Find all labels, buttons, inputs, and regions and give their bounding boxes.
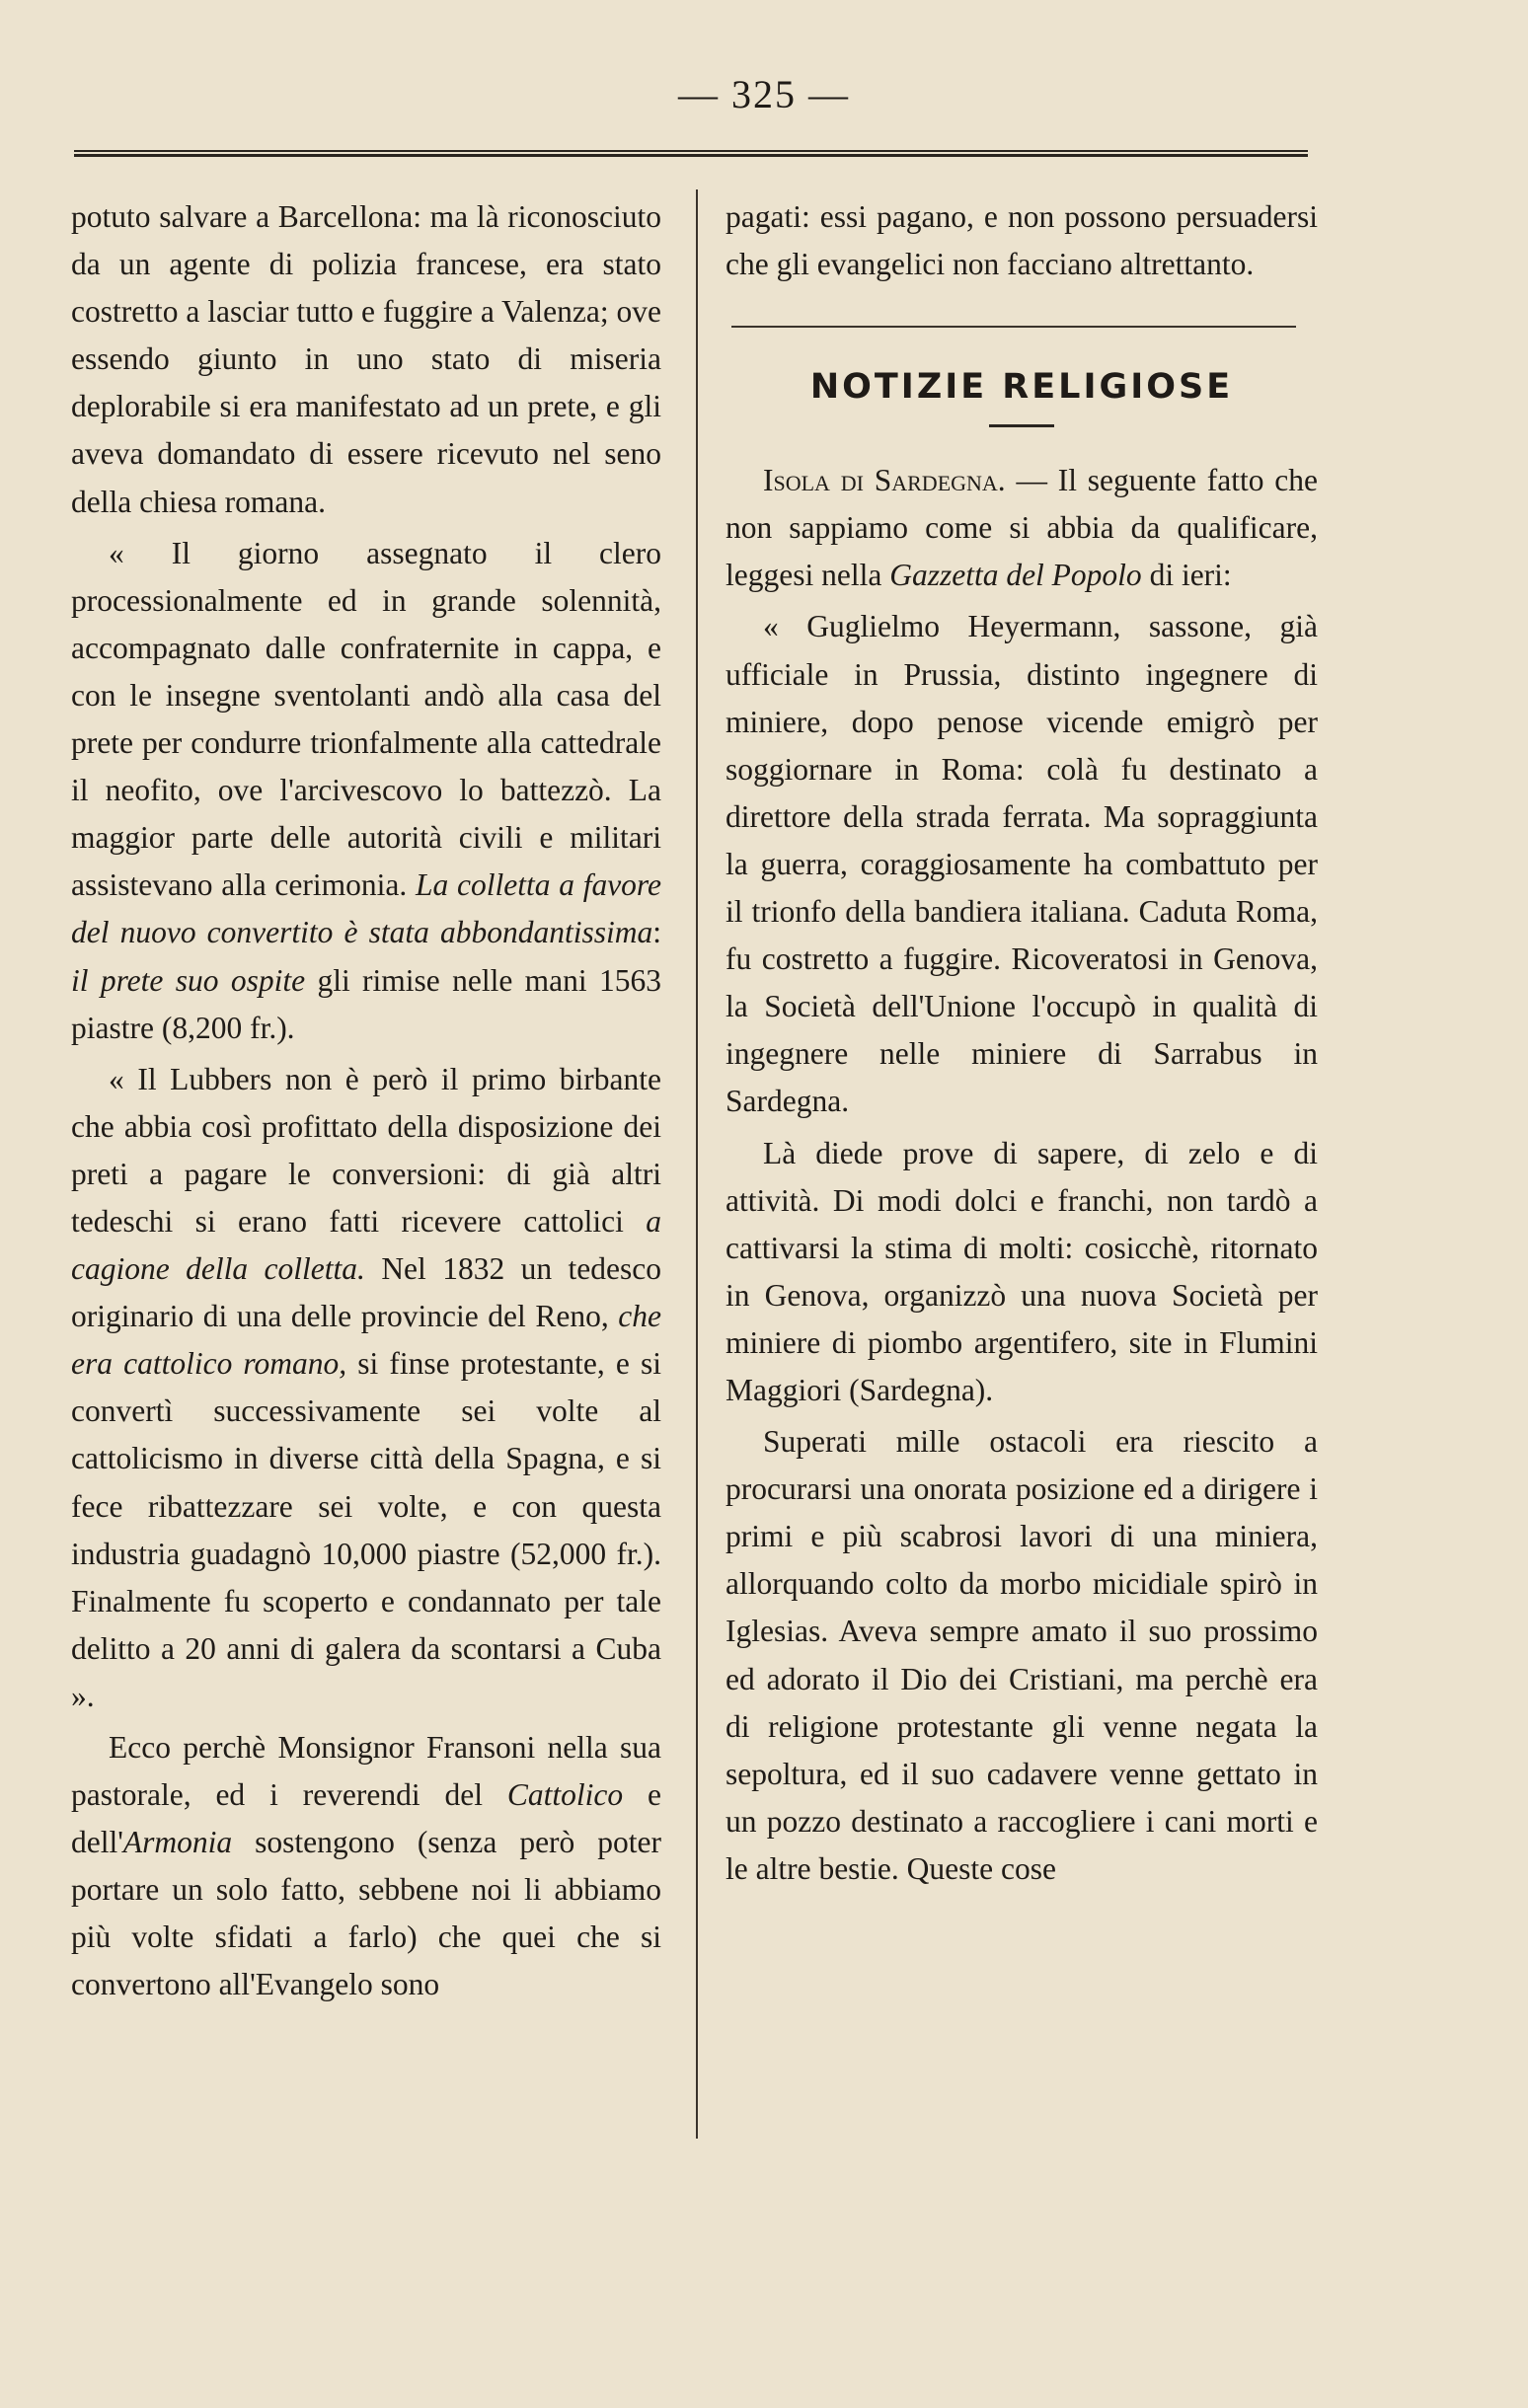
paragraph-2-colon: : xyxy=(652,915,661,950)
right-paragraph-1: pagati: essi pagano, e non possono persuadersi che gli evangelici non facciano altrettanto. xyxy=(726,199,1318,282)
paragraph-3 xyxy=(71,1056,661,1720)
paragraph-3-c: si finse protestante, e si convertì successivamente sei volte al cattolicismo in diverse città della Spagna, e si fece ribattezzare sei volte, e con questa industria guadagnò 10,000 piastre (52,000 fr.). Finalmente fu scoperto e condannato per tale delitto a 20 anni di galera da scontarsi a Cuba ». xyxy=(71,1346,661,1713)
paragraph-2-text: « Il giorno assegnato il clero processionalmente ed in grande solennità, accompagnato dalle confraternite in cappa, e con le insegne sventolanti andò alla casa del prete per condurre trionfalmente alla cattedrale il neofito, ove l'arcivescovo lo battezzò. La maggior parte delle autorità civili e militari assistevano alla cerimonia. xyxy=(71,535,661,903)
right-paragraph-2-b: di ieri: xyxy=(1149,558,1232,593)
paragraph-3-italic-1: a cagione della colletta. xyxy=(71,1203,661,1287)
paragraph-2 xyxy=(71,530,661,1052)
paragraph-4 xyxy=(71,1724,661,2009)
paragraph-3-italic-2: che era cattolico romano, xyxy=(71,1299,661,1382)
paragraph-4-italic-2: Armonia xyxy=(122,1825,233,1860)
section-rule xyxy=(731,326,1296,328)
right-paragraph-2 xyxy=(726,457,1318,599)
place-heading: Isola di Sardegna. xyxy=(763,463,1006,498)
paragraph-4-c: sostengono (senza però poter portare un solo fatto, sebbene noi li abbiamo più volte sfidati a farlo) che quei che si convertono all'Evangelo sono xyxy=(71,1825,661,2002)
paragraph-2-end: gli rimise nelle mani 1563 piastre (8,200 fr.). xyxy=(71,962,661,1045)
header-rule xyxy=(74,150,1308,157)
paragraph-2-italic-2: il prete suo ospite xyxy=(71,962,306,998)
paragraph-4-a: Ecco perchè Monsignor Fransoni nella sua pastorale, ed i reverendi del xyxy=(71,1730,661,1813)
column-separator xyxy=(696,189,698,2139)
page-number: — 325 — xyxy=(678,72,850,116)
section-title: NOTIZIE RELIGIOSE xyxy=(809,367,1234,408)
right-paragraph-5: Superati mille ostacoli era riescito a procurarsi una onorata posizione ed a dirigere i primi e più scabrosi lavori di una miniera, allorquando colto da morbo micidiale spirò in Iglesias. Aveva sempre amato il suo prossimo ed adorato il Dio dei Cristiani, ma perchè era di religione protestante gli venne negata la sepoltura, ed il suo cadavere venne gettato in un pozzo destinato a raccogliere i cani morti e le altre bestie. Queste cose xyxy=(726,1424,1318,1886)
right-paragraph-3: « Guglielmo Heyermann, sassone, già ufficiale in Prussia, distinto ingegnere di miniere, dopo penose vicende emigrò per soggiornare in Roma: colà fu destinato a direttore della strada ferrata. Ma sopraggiunta la guerra, coraggiosamente ha combattuto per il trionfo della bandiera italiana. Caduta Roma, fu costretto a fuggire. Ricoveratosi in Genova, la Società dell'Unione l'occupò in qualità di ingegnere nelle miniere di Sarrabus in Sardegna. xyxy=(726,609,1318,1119)
paragraph-3-b: Nel 1832 un tedesco originario di una delle provincie del Reno, xyxy=(71,1251,662,1334)
paragraph-4-italic-1: Cattolico xyxy=(506,1777,624,1813)
right-paragraph-2-a: — Il seguente fatto che non sappiamo come si abbia da qualificare, leggesi nella xyxy=(726,463,1318,593)
left-column xyxy=(71,193,661,2013)
newspaper-title: Gazzetta del Popolo xyxy=(889,558,1142,593)
right-paragraph-4: Là diede prove di sapere, di zelo e di attività. Di modi dolci e franchi, non tardò a cattivarsi la stima di molti: cosicchè, ritornato in Genova, organizzò una nuova Società per miniere di piombo argentifero, site in Flumini Maggiori (Sardegna). xyxy=(726,1135,1318,1407)
paragraph-3-a: « Il Lubbers non è però il primo birbante che abbia così profittato della disposizione dei preti a pagare le conversioni: di già altri tedeschi si erano fatti ricevere cattolici xyxy=(71,1061,661,1239)
paragraph-1: potuto salvare a Barcellona: ma là riconosciuto da un agente di polizia francese, era stato costretto a lasciar tutto e fuggire a Valenza; ove essendo giunto in uno stato di miseria deplorabile si era manifestato ad un prete, e gli aveva domandato di essere ricevuto nel seno della chiesa romana. xyxy=(71,199,661,519)
paragraph-2-italic-1: La colletta a favore del nuovo convertito è stata abbondantissima xyxy=(71,867,661,950)
right-column xyxy=(726,193,1318,1897)
title-underline xyxy=(989,424,1054,427)
paragraph-4-b: e dell' xyxy=(71,1777,662,1860)
